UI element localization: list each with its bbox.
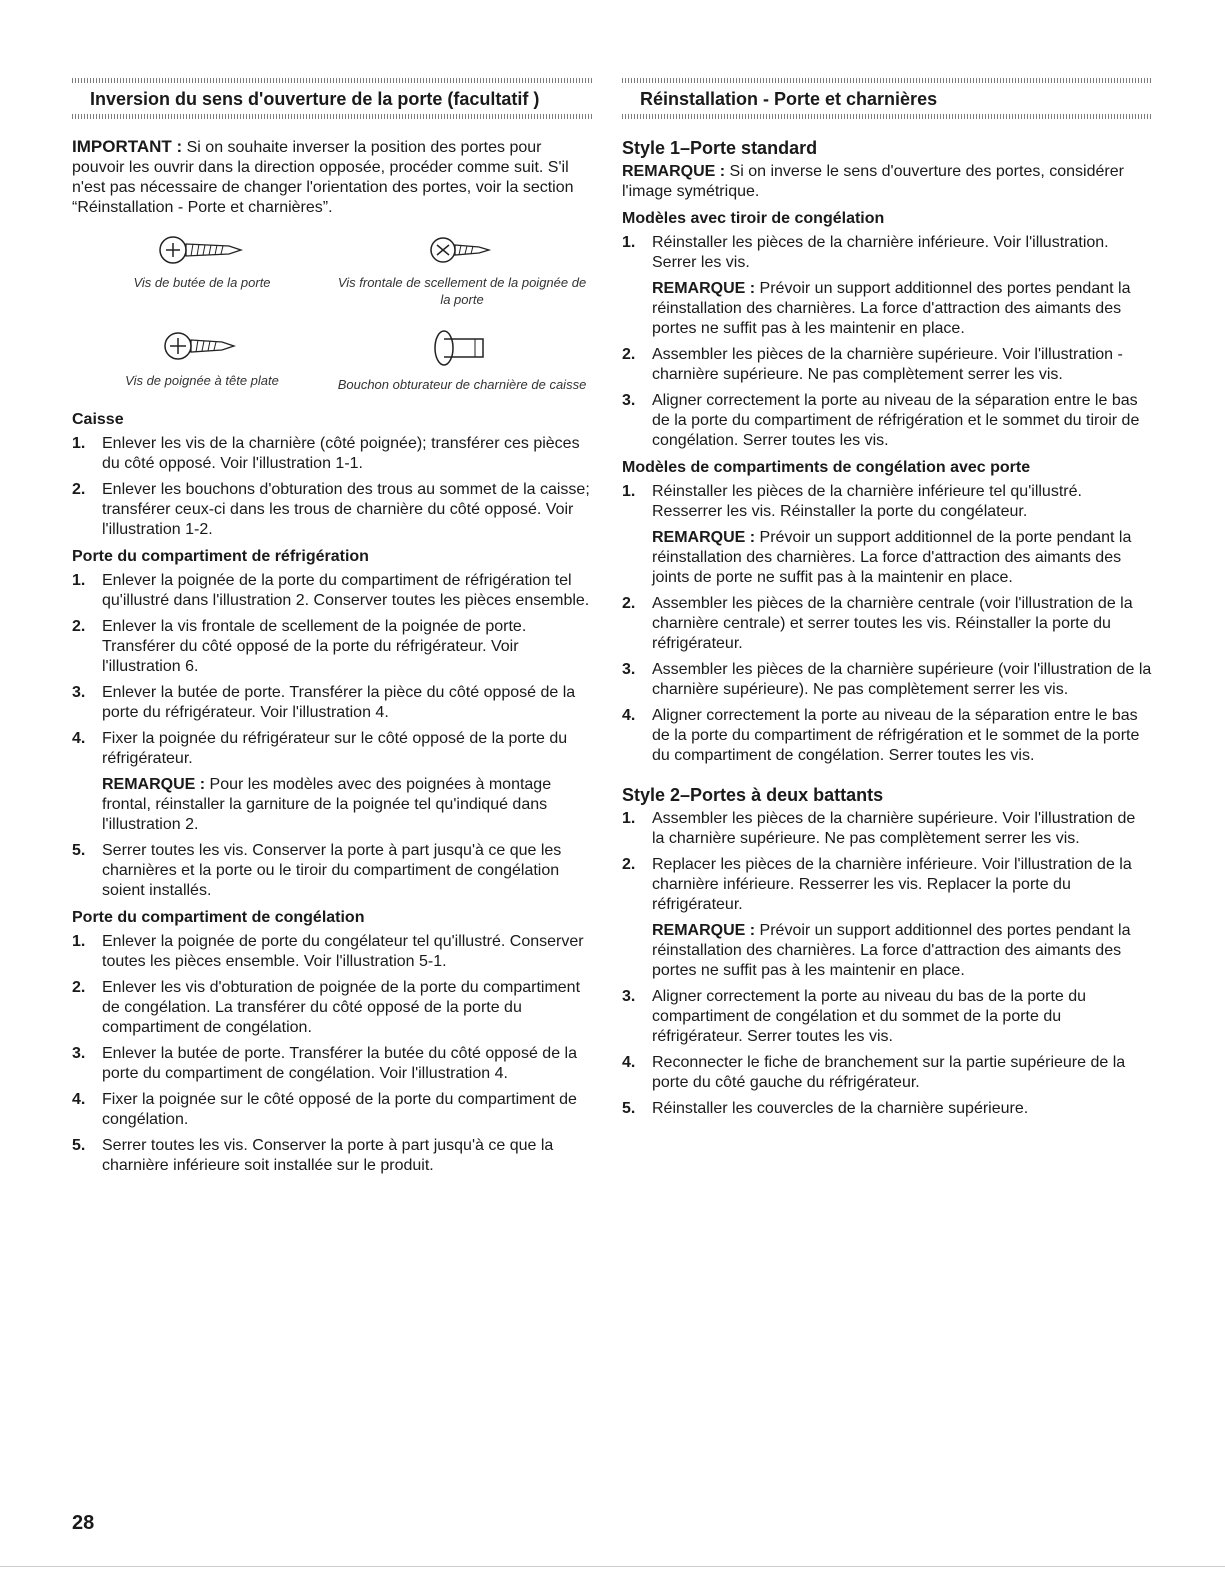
handle-seal-screw-icon — [427, 232, 497, 268]
list-item: 3. Assembler les pièces de la charnière supérieure (voir l'illustration de la charnière supérieure). Ne pas complètement serrer les vis. — [622, 661, 1152, 698]
screw-caption: Vis de butée de la porte — [133, 275, 271, 290]
screw-figure — [332, 326, 592, 393]
section-header-inversion — [72, 72, 592, 127]
caisse-heading: Caisse — [72, 411, 124, 428]
note: REMARQUE : Pour les modèles avec des poignées à montage frontal, réinstaller la garniture de la poignée tel qu'indiqué dans l'illustration 2. — [102, 776, 552, 833]
left-column — [72, 72, 592, 1182]
screw-illustrations — [72, 232, 592, 393]
screw-caption: Bouchon obturateur de charnière de caisse — [337, 377, 587, 392]
screw-figure — [72, 326, 332, 393]
list-item: 1. Réinstaller les pièces de la charnière inférieure tel qu'illustré. Resserrer les vis. Réinstaller la porte du congélateur. REMARQUE : Prévoir un support additionnel de la porte pendant la réinstallation des charnières. La force d'attraction des aimants des joints de porte ne suffit pas à la maintenir en place. — [622, 482, 1152, 588]
list-item: 3. Aligner correctement la porte au niveau de la séparation entre le bas de la porte du compartiment de réfrigération et le sommet du tiroir de congélation. Serrer toutes les vis. — [622, 392, 1140, 449]
important-text: Si on souhaite inverser la position des portes pour pouvoir les ouvrir dans la direction opposée, procéder comme suit. S'il n'est pas nécessaire de changer l'orientation des portes, voir la section “Réinstallation - Porte et charnières”. — [72, 139, 574, 216]
list-item: 2. Enlever la vis frontale de scellement de la poignée de porte. Transférer du côté opposé de la porte du réfrigérateur. Voir l'illustration 6. — [72, 618, 527, 675]
important-label: IMPORTANT : — [72, 137, 183, 156]
screw-figure — [72, 232, 332, 308]
list-item: 2. Replacer les pièces de la charnière inférieure. Voir l'illustration de la charnière inférieure. Resserrer les vis. Replacer la porte du réfrigérateur. REMARQUE : Prévoir un support additionnel des portes pendant la réinstallation des charnières. La force d'attraction des aimants des portes ne suffit pas à les maintenir en place. — [622, 855, 1152, 981]
list-item: 2. Enlever les vis d'obturation de poignée de la porte du compartiment de congélation. La transférer du côté opposé de la porte du compartiment de congélation. — [72, 979, 581, 1036]
list-item: 1. Enlever la poignée de la porte du compartiment de réfrigération tel qu'illustré dans l'illustration 2. Conserver toutes les pièces ensemble. — [72, 572, 590, 609]
drawer-models-steps — [622, 233, 1152, 451]
list-item: 1. Enlever la poignée de porte du congélateur tel qu'illustré. Conserver toutes les pièces ensemble. Voir l'illustration 5-1. — [72, 933, 584, 970]
refrig-door-heading: Porte du compartiment de réfrigération — [72, 548, 369, 565]
style2-steps — [622, 809, 1152, 1119]
list-item: 5. Réinstaller les couvercles de la charnière supérieure. — [622, 1100, 1029, 1117]
section-header-reinstallation — [622, 72, 1152, 127]
caisse-steps — [72, 434, 592, 540]
screw-caption: Vis frontale de scellement de la poignée de la porte — [337, 275, 587, 307]
section-title: Inversion du sens d'ouverture de la porte (facultatif ) — [90, 89, 540, 109]
hatch-divider-bottom — [72, 114, 592, 119]
door-stop-screw-icon — [157, 232, 247, 268]
note: REMARQUE : Prévoir un support additionnel de la porte pendant la réinstallation des charnières. La force d'attraction des aimants des joints de porte ne suffit pas à la maintenir en place. — [652, 529, 1132, 586]
freezer-door-steps — [72, 932, 592, 1176]
screw-figure — [332, 232, 592, 308]
note: REMARQUE : Prévoir un support additionnel des portes pendant la réinstallation des charnières. La force d'attraction des aimants des portes ne suffit pas à les maintenir en place. — [652, 922, 1131, 979]
door-models-steps — [622, 482, 1152, 766]
list-item: 2. Assembler les pièces de la charnière supérieure. Voir l'illustration - charnière supérieure. Ne pas complètement serrer les vis. — [622, 346, 1123, 383]
style1-note: REMARQUE : Si on inverse le sens d'ouverture des portes, considérer l'image symétrique. — [622, 163, 1124, 200]
style1-heading: Style 1–Porte standard — [622, 138, 818, 158]
list-item: 2. Enlever les bouchons d'obturation des trous au sommet de la caisse; transférer ceux-ci dans les trous de charnière du côté opposé. Voir l'illustration 1-2. — [72, 481, 590, 538]
right-column — [622, 72, 1152, 1125]
list-item: 4. Aligner correctement la porte au niveau de la séparation entre le bas de la porte du compartiment de réfrigération et le sommet de la porte du compartiment de congélation. Serrer toutes les vis. — [622, 707, 1140, 764]
page-number: 28 — [72, 1512, 95, 1534]
list-item: 4. Fixer la poignée sur le côté opposé de la porte du compartiment de congélation. — [72, 1091, 577, 1128]
bottom-rule — [0, 1566, 1225, 1567]
list-item: 1. Assembler les pièces de la charnière supérieure. Voir l'illustration de la charnière supérieure. Ne pas complètement serrer les vis. — [622, 810, 1136, 847]
important-paragraph — [72, 137, 592, 218]
list-item: 3. Enlever la butée de porte. Transférer la pièce du côté opposé de la porte du réfrigérateur. Voir l'illustration 4. — [72, 684, 576, 721]
hatch-divider-bottom — [622, 114, 1152, 119]
drawer-models-heading: Modèles avec tiroir de congélation — [622, 210, 885, 227]
hatch-divider-top — [72, 78, 592, 83]
list-item: 4. Fixer la poignée du réfrigérateur sur le côté opposé de la porte du réfrigérateur. REMARQUE : Pour les modèles avec des poignées à montage frontal, réinstaller la garniture de la poignée tel qu'indiqué dans l'illustration 2. — [72, 729, 592, 835]
screw-caption: Vis de poignée à tête plate — [125, 373, 279, 388]
list-item: 1. Réinstaller les pièces de la charnière inférieure. Voir l'illustration. Serrer les vis. REMARQUE : Prévoir un support additionnel des portes pendant la réinstallation des charnières. La force d'attraction des aimants des portes ne suffit pas à les maintenir en place. — [622, 233, 1152, 339]
style2-heading: Style 2–Portes à deux battants — [622, 785, 884, 805]
list-item: 1. Enlever les vis de la charnière (côté poignée); transférer ces pièces du côté opposé. Voir l'illustration 1-1. — [72, 435, 580, 472]
list-item: 4. Reconnecter le fiche de branchement sur la partie supérieure de la porte du côté gauche du réfrigérateur. — [622, 1054, 1126, 1091]
hinge-plug-icon — [427, 326, 497, 370]
list-item: 2. Assembler les pièces de la charnière centrale (voir l'illustration de la charnière centrale) et serrer toutes les vis. Réinstaller la porte du réfrigérateur. — [622, 595, 1133, 652]
flat-head-handle-screw-icon — [162, 326, 242, 366]
hatch-divider-top — [622, 78, 1152, 83]
list-item: 3. Enlever la butée de porte. Transférer la butée du côté opposé de la porte du compartiment de congélation. Voir l'illustration 4. — [72, 1045, 577, 1082]
section-title: Réinstallation - Porte et charnières — [640, 89, 938, 109]
list-item: 3. Aligner correctement la porte au niveau du bas de la porte du compartiment de congélation et du sommet de la porte du réfrigérateur. Serrer toutes les vis. — [622, 988, 1087, 1045]
note: REMARQUE : Prévoir un support additionnel des portes pendant la réinstallation des charnières. La force d'attraction des aimants des portes ne suffit pas à les maintenir en place. — [652, 280, 1131, 337]
door-models-heading: Modèles de compartiments de congélation avec porte — [622, 459, 1031, 476]
freezer-door-heading: Porte du compartiment de congélation — [72, 909, 365, 926]
list-item: 5. Serrer toutes les vis. Conserver la porte à part jusqu'à ce que la charnière inférieure soit installée sur le produit. — [72, 1137, 554, 1174]
refrig-door-steps — [72, 571, 592, 901]
list-item: 5. Serrer toutes les vis. Conserver la porte à part jusqu'à ce que les charnières et la porte ou le tiroir du compartiment de congélation soient installés. — [72, 842, 562, 899]
